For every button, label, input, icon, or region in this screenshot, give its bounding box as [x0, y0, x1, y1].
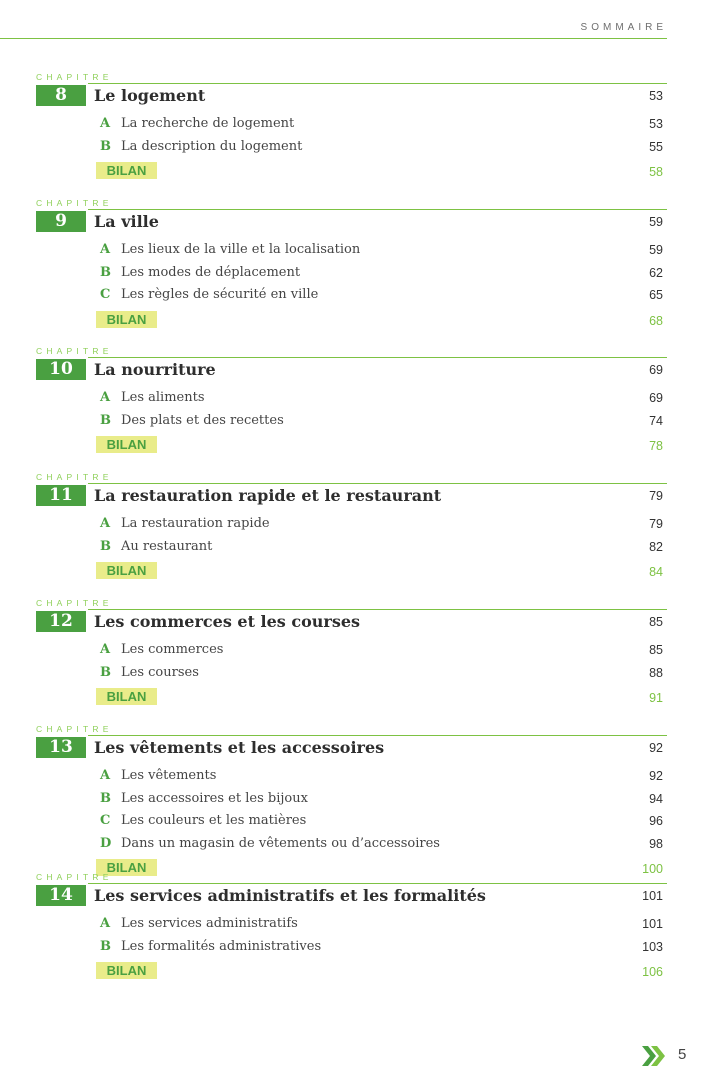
chapter-rule: [88, 357, 667, 358]
section-page: 69: [649, 391, 663, 405]
section-page: 92: [649, 769, 663, 783]
section-letter: A: [100, 642, 111, 657]
section-item[interactable]: [0, 789, 727, 812]
section-page: 101: [642, 917, 663, 931]
section-letter: A: [100, 390, 111, 405]
chapter-number: 14: [36, 885, 86, 906]
section-title: Les lieux de la ville et la localisation: [121, 242, 361, 257]
section-list: [0, 914, 727, 981]
chapter-rule: [88, 735, 667, 736]
bilan-item[interactable]: [0, 433, 727, 455]
section-list: [0, 766, 727, 878]
section-title: Les couleurs et les matières: [121, 813, 307, 828]
bilan-page: 91: [649, 691, 663, 705]
chapter-label: CHAPITRE: [36, 72, 113, 82]
section-item[interactable]: [0, 537, 727, 560]
chapter-block: [0, 472, 727, 598]
chapter-number: 13: [36, 737, 86, 758]
chapter-rule: [88, 883, 667, 884]
chapter-number: 9: [36, 211, 86, 232]
section-list: [0, 240, 727, 330]
section-letter: B: [100, 538, 111, 554]
table-of-contents: [0, 72, 727, 998]
section-title: Au restaurant: [121, 538, 213, 554]
section-title: Les modes de déplacement: [121, 264, 301, 280]
section-letter: D: [100, 835, 112, 851]
section-letter: B: [100, 138, 111, 154]
section-letter: B: [100, 664, 111, 680]
bilan-badge: BILAN: [96, 436, 157, 453]
section-letter: A: [100, 516, 111, 531]
chapter-page: 101: [642, 889, 663, 903]
section-title: La restauration rapide: [121, 516, 270, 531]
chapter-title[interactable]: Les vêtements et les accessoires: [94, 738, 385, 757]
section-letter: B: [100, 264, 111, 280]
section-item[interactable]: [0, 914, 727, 937]
bilan-badge: BILAN: [96, 962, 157, 979]
chapter-page: 69: [649, 363, 663, 377]
section-item[interactable]: [0, 663, 727, 686]
section-title: Les courses: [121, 664, 199, 680]
section-page: 74: [649, 413, 663, 428]
bilan-badge: BILAN: [96, 859, 157, 876]
chapter-block: [0, 346, 727, 472]
bilan-page: 68: [649, 313, 663, 328]
section-page: 79: [649, 517, 663, 531]
bilan-item[interactable]: [0, 959, 727, 981]
section-page: 85: [649, 643, 663, 657]
section-list: [0, 388, 727, 455]
section-page: 62: [649, 265, 663, 280]
section-page: 94: [649, 791, 663, 806]
chapter-block: [0, 598, 727, 724]
section-item[interactable]: [0, 263, 727, 286]
section-page: 98: [649, 836, 663, 851]
chapter-rule: [88, 609, 667, 610]
chapter-page: 85: [649, 615, 663, 629]
bilan-badge: BILAN: [96, 162, 157, 179]
chapter-label: CHAPITRE: [36, 872, 113, 882]
section-list: [0, 514, 727, 581]
bilan-badge: BILAN: [96, 562, 157, 579]
chapter-page: 59: [649, 215, 663, 229]
section-title: Les services administratifs: [121, 916, 298, 931]
chapter-title[interactable]: Les commerces et les courses: [94, 612, 361, 631]
bilan-item[interactable]: [0, 559, 727, 581]
section-list: [0, 114, 727, 181]
section-letter: C: [100, 287, 111, 302]
bilan-item[interactable]: [0, 159, 727, 181]
section-title: La description du logement: [121, 138, 303, 154]
section-title: La recherche de logement: [121, 116, 295, 131]
section-item[interactable]: [0, 285, 727, 308]
section-item[interactable]: [0, 811, 727, 834]
section-letter: B: [100, 938, 111, 954]
chapter-block: [0, 72, 727, 198]
chapter-page: 79: [649, 489, 663, 503]
bilan-page: 84: [649, 565, 663, 579]
bilan-badge: BILAN: [96, 311, 157, 328]
chapter-page: 53: [649, 89, 663, 103]
chapter-number: 11: [36, 485, 86, 506]
chapter-rule: [88, 483, 667, 484]
bilan-page: 100: [642, 862, 663, 876]
section-letter: A: [100, 242, 111, 257]
chapter-label: CHAPITRE: [36, 346, 113, 356]
section-letter: B: [100, 412, 111, 428]
section-item[interactable]: [0, 937, 727, 960]
section-title: Les règles de sécurité en ville: [121, 287, 319, 302]
section-title: Dans un magasin de vêtements ou d’accessoires: [121, 835, 440, 851]
section-letter: C: [100, 813, 111, 828]
chapter-label: CHAPITRE: [36, 598, 113, 608]
section-letter: A: [100, 916, 111, 931]
header-title: SOMMAIRE: [580, 22, 667, 33]
section-item[interactable]: [0, 834, 727, 857]
chapter-title[interactable]: Les services administratifs et les formalités: [94, 886, 486, 905]
chapter-number: 12: [36, 611, 86, 632]
chapter-rule: [88, 83, 667, 84]
section-page: 59: [649, 243, 663, 257]
section-item[interactable]: [0, 640, 727, 663]
section-title: Les aliments: [121, 390, 205, 405]
section-title: Des plats et des recettes: [121, 412, 284, 428]
section-title: Les vêtements: [121, 768, 217, 783]
section-item[interactable]: [0, 411, 727, 434]
section-item[interactable]: [0, 766, 727, 789]
chapter-block: [0, 872, 727, 998]
section-page: 82: [649, 539, 663, 554]
section-title: Les formalités administratives: [121, 938, 322, 954]
section-page: 55: [649, 139, 663, 154]
chapter-page: 92: [649, 741, 663, 755]
bilan-page: 58: [649, 165, 663, 179]
chapter-label: CHAPITRE: [36, 724, 113, 734]
section-page: 96: [649, 814, 663, 828]
bilan-badge: BILAN: [96, 688, 157, 705]
section-item[interactable]: [0, 137, 727, 160]
chapter-block: [0, 198, 727, 346]
bilan-item[interactable]: [0, 685, 727, 707]
section-item[interactable]: [0, 388, 727, 411]
section-page: 103: [642, 939, 663, 954]
chapter-title[interactable]: La ville: [94, 212, 159, 231]
section-page: 88: [649, 665, 663, 680]
chapter-title[interactable]: Le logement: [94, 86, 206, 105]
section-letter: B: [100, 790, 111, 806]
section-item[interactable]: [0, 514, 727, 537]
chapter-number: 8: [36, 85, 86, 106]
chapter-rule: [88, 209, 667, 210]
bilan-item[interactable]: [0, 308, 727, 330]
section-title: Les commerces: [121, 642, 224, 657]
section-list: [0, 640, 727, 707]
chapter-number: 10: [36, 359, 86, 380]
chapter-label: CHAPITRE: [36, 198, 113, 208]
section-page: 65: [649, 288, 663, 302]
chapter-title[interactable]: La nourriture: [94, 360, 216, 379]
bilan-page: 78: [649, 439, 663, 453]
section-title: Les accessoires et les bijoux: [121, 790, 308, 806]
chapter-title[interactable]: La restauration rapide et le restaurant: [94, 486, 442, 505]
section-letter: A: [100, 116, 111, 131]
chapter-block: [0, 724, 727, 876]
header-rule: [0, 38, 667, 39]
section-item[interactable]: [0, 114, 727, 137]
bilan-page: 106: [642, 965, 663, 979]
chapter-label: CHAPITRE: [36, 472, 113, 482]
section-letter: A: [100, 768, 111, 783]
double-chevron-right-icon: [640, 1043, 666, 1069]
page-number: 5: [678, 1046, 687, 1063]
section-page: 53: [649, 117, 663, 131]
section-item[interactable]: [0, 240, 727, 263]
